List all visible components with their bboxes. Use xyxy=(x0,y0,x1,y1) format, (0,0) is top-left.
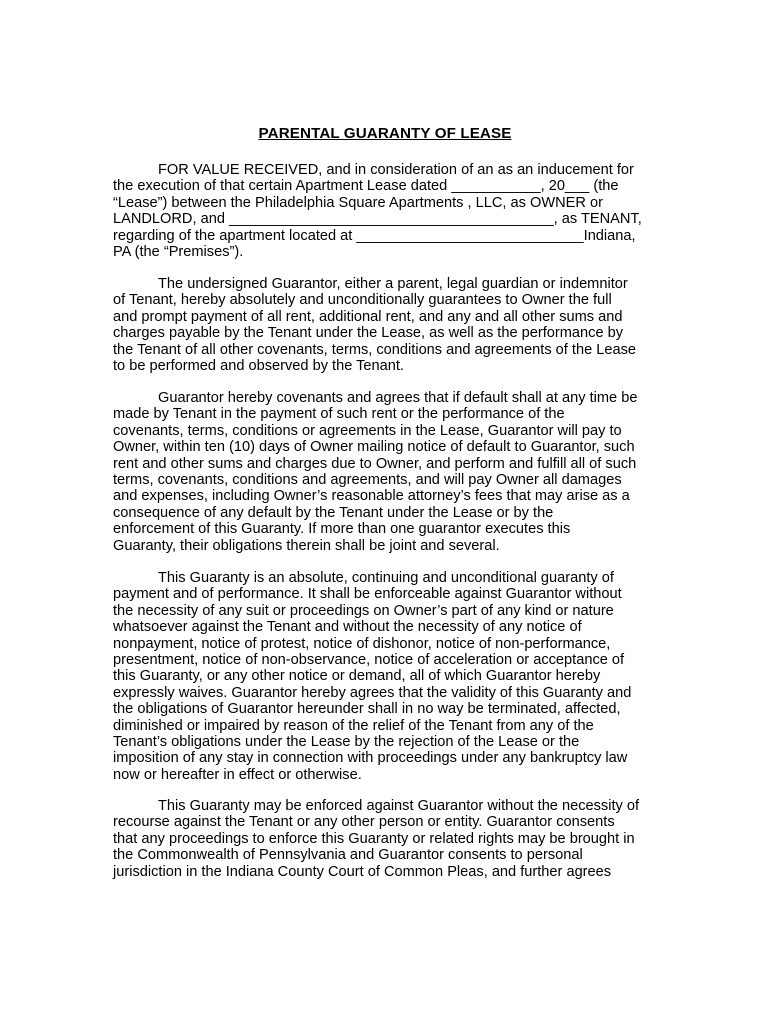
document-title: PARENTAL GUARANTY OF LEASE xyxy=(258,125,512,142)
paragraph-line: recourse against the Tenant or any other person or entity. Guarantor consents xyxy=(113,814,615,831)
paragraph-line: and expenses, including Owner’s reasonable attorney’s fees that may arise as a xyxy=(113,488,630,505)
paragraph-line: the Tenant of all other covenants, terms, conditions and agreements of the Lease xyxy=(113,341,637,358)
paragraph-line: This Guaranty is an absolute, continuing and unconditional guaranty of xyxy=(158,570,614,586)
paragraph-line: LANDLORD, and ________________________________________, as TENANT, xyxy=(113,211,642,228)
paragraph-line: to be performed and observed by the Tenant. xyxy=(113,357,404,374)
paragraph-consideration xyxy=(113,162,658,260)
paragraph-default xyxy=(113,390,658,554)
paragraph-line: imposition of any stay in connection with proceedings under any bankruptcy law xyxy=(113,750,628,767)
paragraph-line: the Commonwealth of Pennsylvania and Guarantor consents to personal xyxy=(113,847,583,864)
paragraph-line: made by Tenant in the payment of such rent or the performance of the xyxy=(113,406,565,423)
paragraph-line: PA (the “Premises”). xyxy=(113,243,244,260)
paragraph-line: Guarantor hereby covenants and agrees that if default shall at any time be xyxy=(158,390,638,406)
paragraph-line: consequence of any default by the Tenant under the Lease or by the xyxy=(113,504,554,521)
paragraph-line: jurisdiction in the Indiana County Court of Common Pleas, and further agrees xyxy=(113,863,612,880)
paragraph-line: and prompt payment of all rent, additional rent, and any and all other sums and xyxy=(113,308,623,325)
paragraph-line: payment and of performance. It shall be enforceable against Guarantor without xyxy=(113,586,622,603)
paragraph-absolute-guaranty xyxy=(113,570,658,783)
paragraph-line: that any proceedings to enforce this Guaranty or related rights may be brought in xyxy=(113,830,635,847)
paragraph-guarantee xyxy=(113,276,658,374)
paragraph-line: whatsoever against the Tenant and without the necessity of any notice of xyxy=(113,619,582,636)
paragraph-line: Tenant’s obligations under the Lease by the rejection of the Lease or the xyxy=(113,733,580,750)
paragraph-enforcement xyxy=(113,798,658,880)
paragraph-line: nonpayment, notice of protest, notice of dishonor, notice of non-performance, xyxy=(113,635,611,652)
paragraph-line: terms, covenants, conditions and agreements, and will pay Owner all damages xyxy=(113,471,622,488)
paragraph-line: now or hereafter in effect or otherwise. xyxy=(113,766,362,783)
paragraph-line: Guaranty, their obligations therein shall be joint and several. xyxy=(113,537,500,554)
paragraph-line: the execution of that certain Apartment Lease dated ___________, 20___ (the xyxy=(113,178,619,195)
paragraph-line: expressly waives. Guarantor hereby agrees that the validity of this Guaranty and xyxy=(113,684,632,701)
paragraph-line: covenants, terms, conditions or agreements in the Lease, Guarantor will pay to xyxy=(113,422,622,439)
paragraph-line: charges payable by the Tenant under the Lease, as well as the performance by xyxy=(113,325,624,342)
paragraph-line: rent and other sums and charges due to Owner, and perform and fulfill all of such xyxy=(113,455,637,472)
paragraph-line: regarding of the apartment located at ____________________________Indiana, xyxy=(113,227,636,244)
paragraph-line: this Guaranty, or any other notice or demand, all of which Guarantor hereby xyxy=(113,668,601,685)
paragraph-line: This Guaranty may be enforced against Guarantor without the necessity of xyxy=(158,798,640,814)
paragraph-line: the necessity of any suit or proceedings on Owner’s part of any kind or nature xyxy=(113,602,614,619)
paragraph-line: the obligations of Guarantor hereunder shall in no way be terminated, affected, xyxy=(113,701,621,718)
paragraph-line: FOR VALUE RECEIVED, and in consideration of an as an inducement for xyxy=(158,162,634,178)
paragraph-line: Owner, within ten (10) days of Owner mailing notice of default to Guarantor, such xyxy=(113,439,635,456)
paragraph-line: diminished or impaired by reason of the relief of the Tenant from any of the xyxy=(113,717,594,734)
paragraph-line: enforcement of this Guaranty. If more than one guarantor executes this xyxy=(113,521,571,538)
paragraph-line: presentment, notice of non-observance, notice of acceleration or acceptance of xyxy=(113,651,625,668)
paragraph-line: “Lease”) between the Philadelphia Square Apartments , LLC, as OWNER or xyxy=(113,194,603,211)
paragraph-line: The undersigned Guarantor, either a parent, legal guardian or indemnitor xyxy=(158,276,628,292)
paragraph-line: of Tenant, hereby absolutely and unconditionally guarantees to Owner the full xyxy=(113,292,612,309)
